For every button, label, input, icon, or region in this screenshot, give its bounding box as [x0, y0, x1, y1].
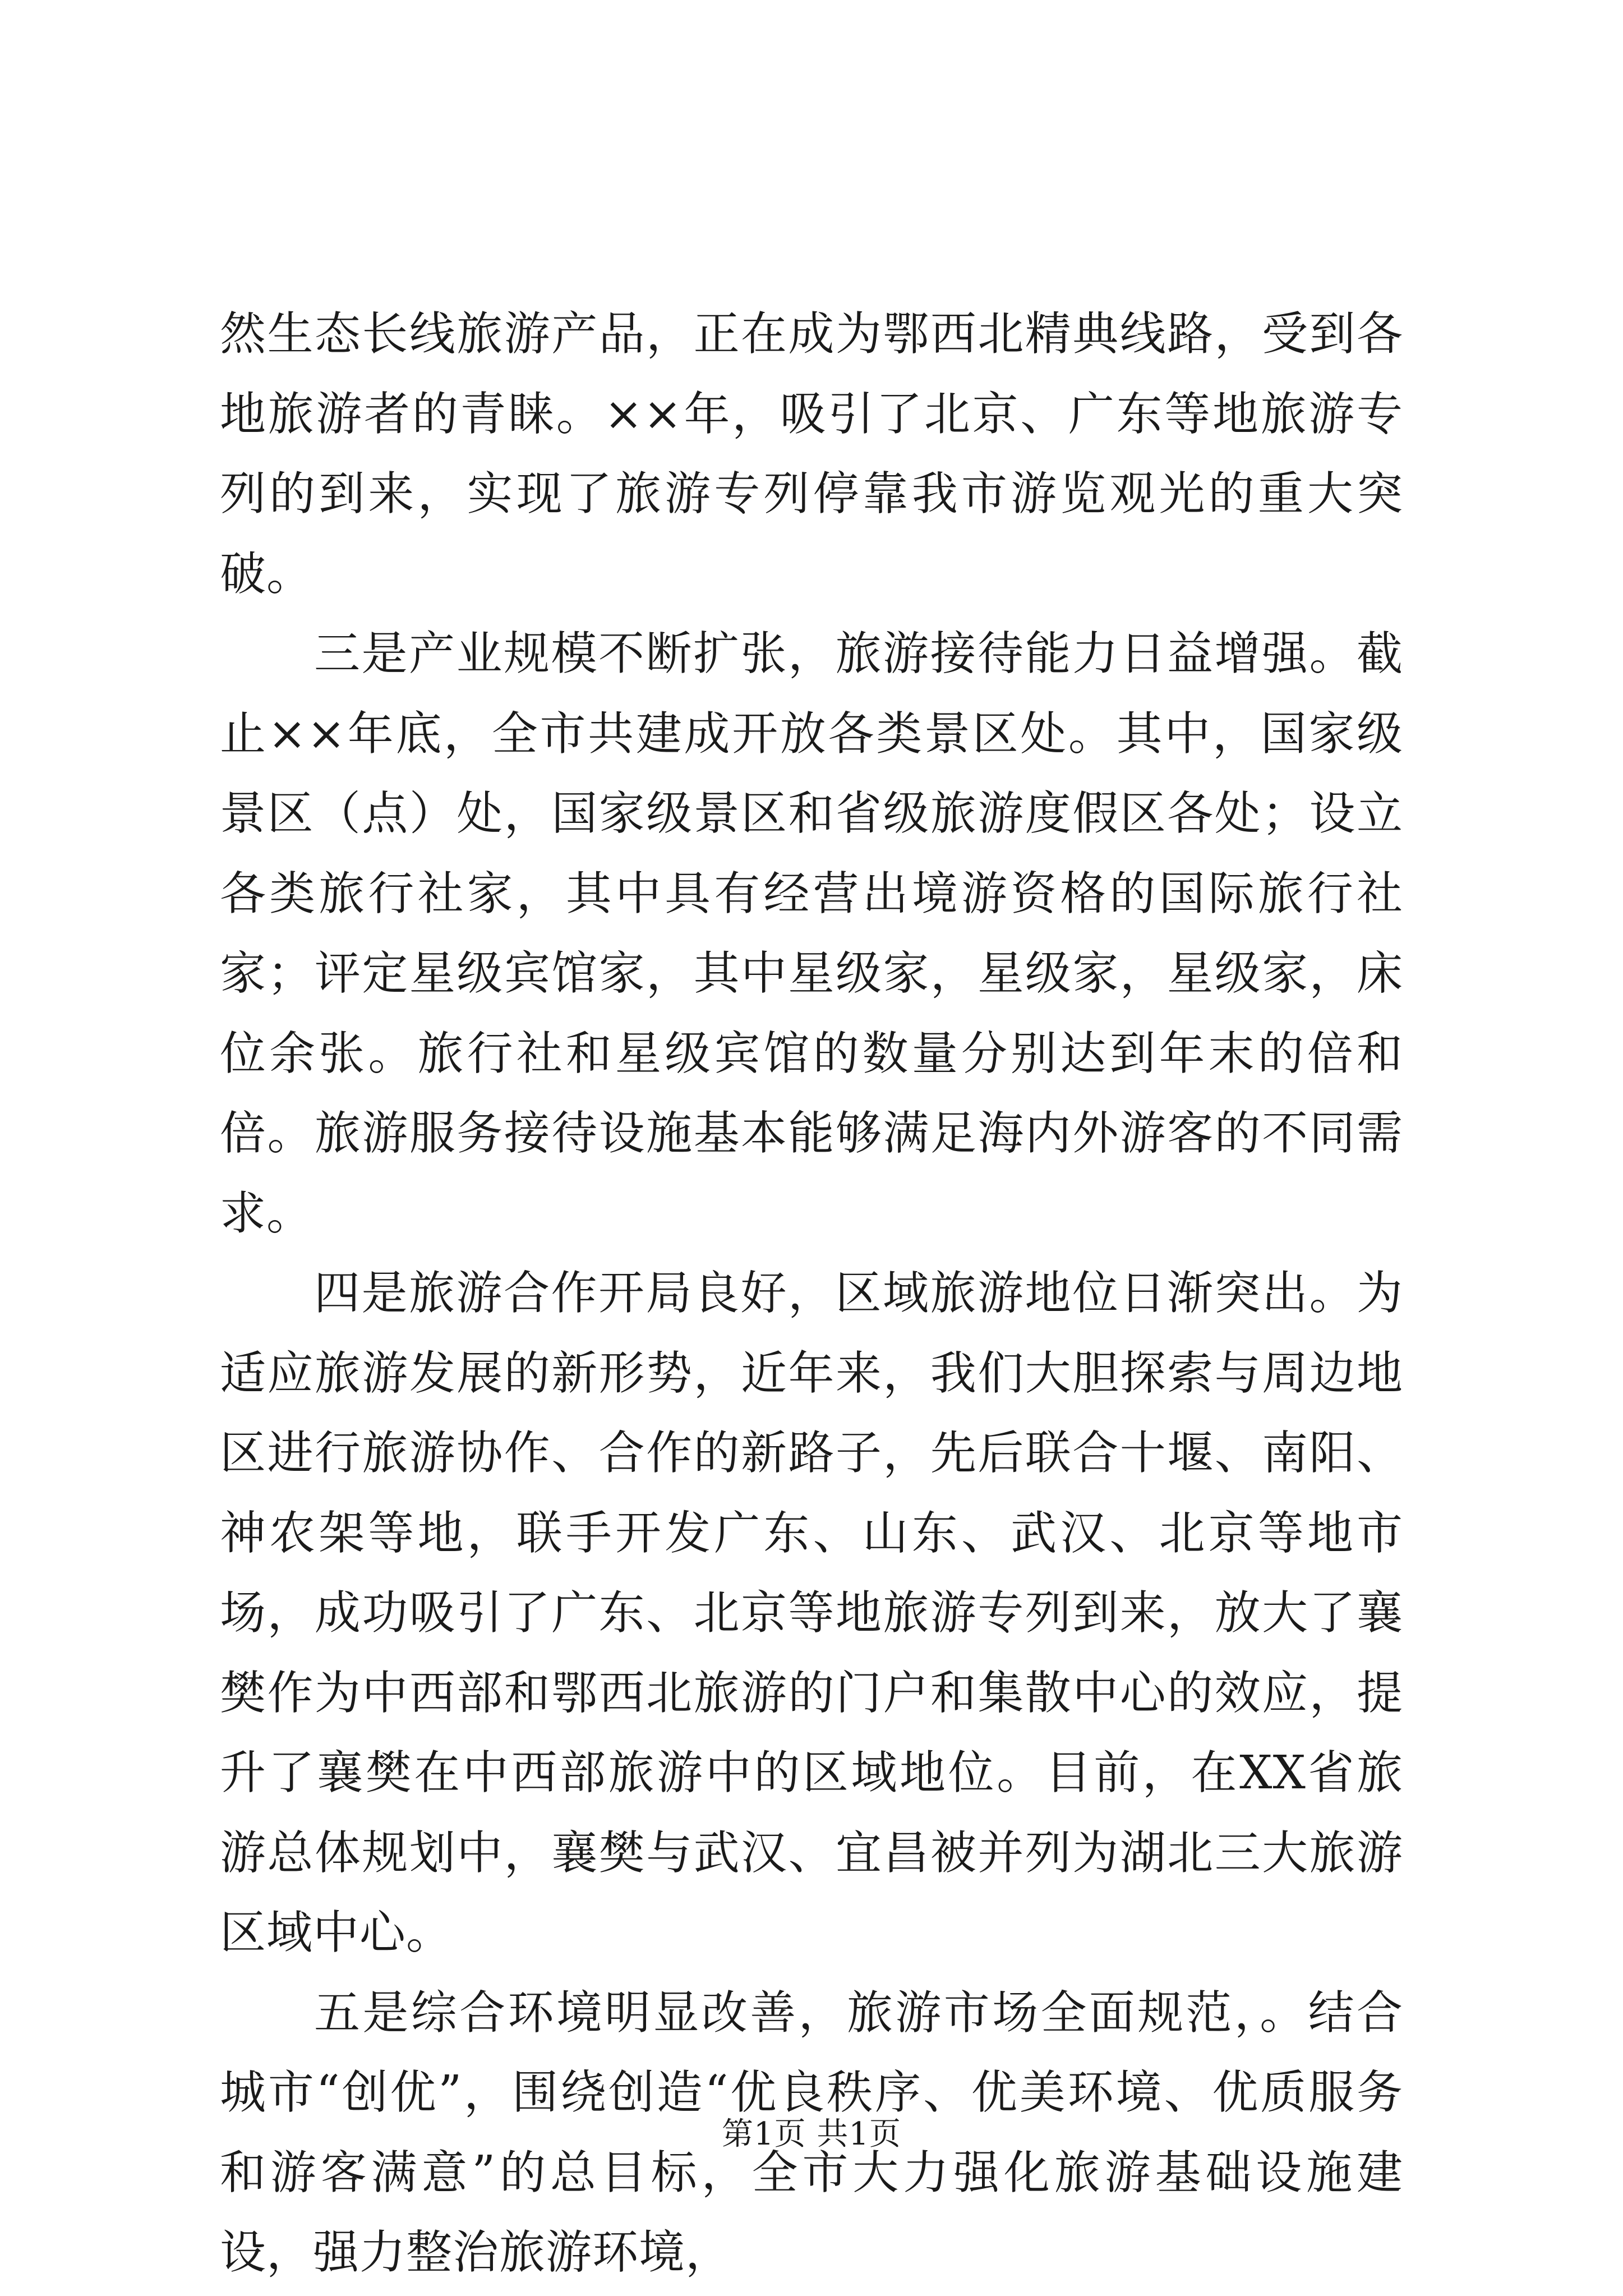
page-footer: 第1页 共1页 [721, 2116, 902, 2152]
paragraph-continuation: 然生态长线旅游产品，正在成为鄂西北精典线路，受到各地旅游者的青睐。××年，吸引了北京、广东等地旅游专列的到来，实现了旅游专列停靠我市游览观光的重大突破。 [220, 307, 1403, 601]
document-body [220, 295, 1403, 2293]
paragraph-point-three: 三是产业规模不断扩张，旅游接待能力日益增强。截止××年底，全市共建成开放各类景区处。其中，国家级景区（点）处，国家级景区和省级旅游度假区各处；设立各类旅行社家，其中具有经营出境游资格的国际旅行社家；评定星级宾馆家，其中星级家，星级家，星级家，床位余张。旅行社和星级宾馆的数量分别达到年末的倍和倍。旅游服务接待设施基本能够满足海内外游客的不同需求。 [220, 627, 1403, 1240]
paragraph-point-five: 五是综合环境明显改善，旅游市场全面规范，。结合城市“创优”，围绕创造“优良秩序、优美环境、优质服务和游客满意”的总目标，全市大力强化旅游基础设施建设，强力整治旅游环境， [220, 1986, 1403, 2279]
paragraph-point-four: 四是旅游合作开局良好，区域旅游地位日渐突出。为适应旅游发展的新形势，近年来，我们大胆探索与周边地区进行旅游协作、合作的新路子，先后联合十堰、南阳、神农架等地，联手开发广东、山东、武汉、北京等地市场，成功吸引了广东、北京等地旅游专列到来，放大了襄樊作为中西部和鄂西北旅游的门户和集散中心的效应，提升了襄樊在中西部旅游中的区域地位。目前，在XX省旅游总体规划中，襄樊与武汉、宜昌被并列为湖北三大旅游区域中心。 [220, 1267, 1403, 1959]
